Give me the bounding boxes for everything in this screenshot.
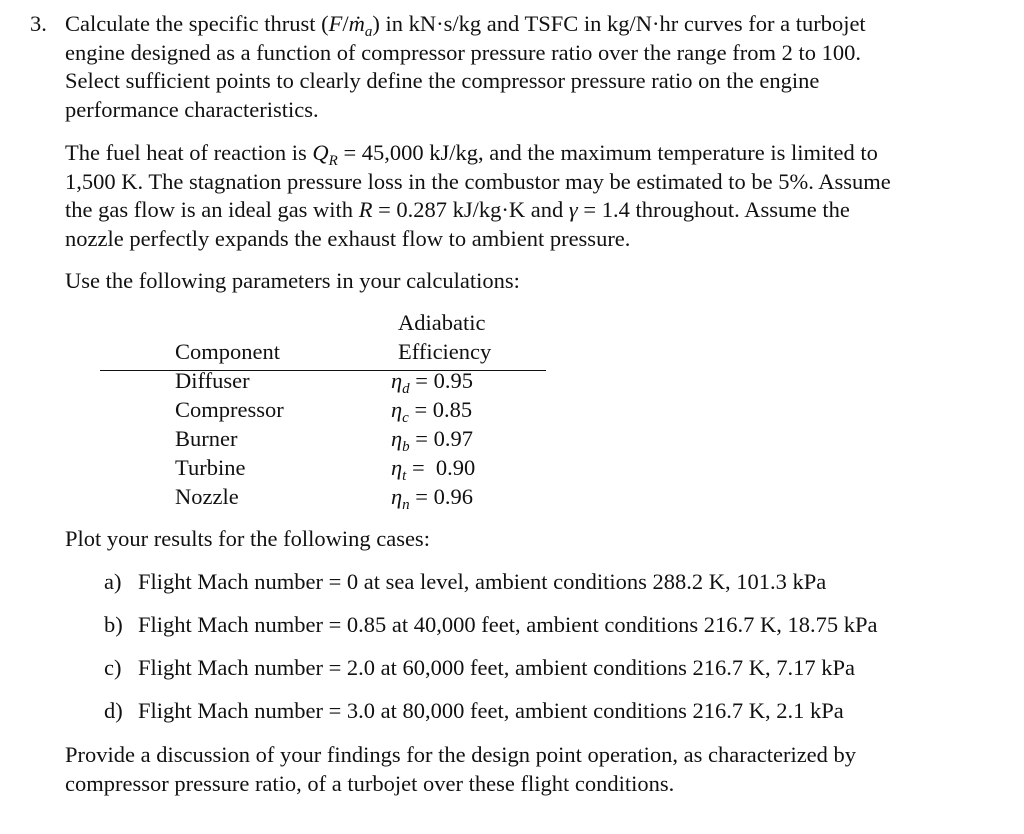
- eta-subscript: t: [402, 468, 407, 484]
- case-text: Flight Mach number = 0.85 at 40,000 feet, ambient conditions 216.7 K, 18.75 kPa: [138, 612, 878, 637]
- statement-line-2: engine designed as a function of compressor pressure ratio over the range from 2 to 100.: [65, 39, 862, 65]
- discussion-instruction: [65, 741, 995, 798]
- statement-line-3: Select sufficient points to clearly define the compressor pressure ratio on the engine: [65, 68, 820, 93]
- value-text: = 0.96: [409, 484, 473, 509]
- case-item: [104, 611, 877, 640]
- component-name: Turbine: [175, 455, 246, 480]
- efficiency-value: [391, 425, 473, 454]
- case-item: [104, 568, 826, 597]
- component-name: Nozzle: [175, 484, 239, 509]
- case-item: [104, 654, 855, 683]
- case-text: Flight Mach number = 2.0 at 60,000 feet, ambient conditions 216.7 K, 7.17 kPa: [138, 655, 855, 680]
- discussion-line-1: Provide a discussion of your findings for the design point operation, as characterized by: [65, 742, 857, 767]
- header-adiabatic: Adiabatic: [398, 310, 486, 335]
- efficiency-table: [100, 309, 546, 519]
- case-text: Flight Mach number = 3.0 at 80,000 feet, ambient conditions 216.7 K, 2.1 kPa: [138, 698, 844, 723]
- eta-subscript: c: [402, 410, 409, 426]
- heat-symbol: Q: [312, 140, 329, 165]
- component-name: Diffuser: [175, 368, 250, 393]
- eta-symbol: η: [391, 368, 403, 393]
- table-row: [100, 483, 546, 512]
- table-row: [100, 454, 546, 483]
- gas-constant-symbol: R: [358, 197, 373, 222]
- case-letter: a): [104, 569, 122, 594]
- text-span: = 1.4 throughout. Assume the: [577, 197, 850, 222]
- case-letter: b): [104, 612, 123, 637]
- slash: /: [342, 11, 349, 36]
- table-row: [100, 396, 546, 425]
- parameters-intro: Use the following parameters in your calculations:: [65, 268, 520, 293]
- text-span: the gas flow is an ideal gas with: [65, 197, 359, 222]
- thrust-symbol: F: [328, 11, 343, 36]
- eta-symbol: η: [391, 484, 403, 509]
- text-span: = 45,000 kJ/kg, and the maximum temperature is limited to: [337, 140, 878, 165]
- header-component: Component: [175, 339, 280, 364]
- eta-subscript: d: [402, 381, 410, 397]
- discussion-line-2: compressor pressure ratio, of a turbojet over these flight conditions.: [65, 770, 675, 796]
- mass-flow-symbol: ṁ: [348, 11, 365, 36]
- eta-subscript: n: [402, 497, 410, 513]
- heat-subscript: R: [328, 153, 338, 169]
- efficiency-value: [391, 396, 472, 425]
- mass-flow-subscript: a: [364, 24, 373, 40]
- eta-symbol: η: [391, 397, 403, 422]
- text-span: Calculate the specific thrust (: [65, 11, 329, 36]
- conditions-line-1: [65, 139, 995, 168]
- eta-symbol: η: [391, 455, 403, 480]
- component-name: Compressor: [175, 397, 284, 422]
- problem-number: 3.: [30, 11, 47, 36]
- value-text: = 0.97: [409, 426, 473, 451]
- case-item: [104, 697, 844, 726]
- eta-symbol: η: [391, 426, 403, 451]
- value-text: = 0.90: [406, 455, 476, 480]
- text-span: ) in kN·s/kg and TSFC in kg/N·hr curves for a turbojet: [372, 11, 866, 36]
- case-letter: c): [104, 655, 122, 680]
- text-span: = 0.287 kJ/kg·K and: [372, 197, 569, 222]
- value-text: = 0.95: [409, 368, 473, 393]
- plot-intro: Plot your results for the following cases:: [65, 526, 430, 551]
- component-name: Burner: [175, 426, 238, 451]
- problem-statement: [65, 10, 995, 124]
- efficiency-value: [391, 367, 473, 396]
- conditions-paragraph: [65, 139, 995, 253]
- header-efficiency: Efficiency: [398, 339, 492, 364]
- eta-subscript: b: [402, 439, 410, 455]
- statement-line-4: performance characteristics.: [65, 96, 319, 122]
- gamma-symbol: γ: [568, 197, 578, 222]
- conditions-line-2: 1,500 K. The stagnation pressure loss in the combustor may be estimated to be 5%. Assume: [65, 168, 891, 194]
- efficiency-value: [391, 454, 475, 483]
- statement-line-1: [65, 10, 995, 39]
- table-row: [100, 425, 546, 454]
- case-text: Flight Mach number = 0 at sea level, ambient conditions 288.2 K, 101.3 kPa: [138, 569, 827, 594]
- conditions-line-3: [65, 196, 995, 225]
- efficiency-value: [391, 483, 473, 512]
- table-row: [100, 367, 546, 396]
- conditions-line-4: nozzle perfectly expands the exhaust flow to ambient pressure.: [65, 225, 631, 251]
- value-text: = 0.85: [408, 397, 473, 422]
- text-span: The fuel heat of reaction is: [65, 140, 313, 165]
- case-letter: d): [104, 698, 123, 723]
